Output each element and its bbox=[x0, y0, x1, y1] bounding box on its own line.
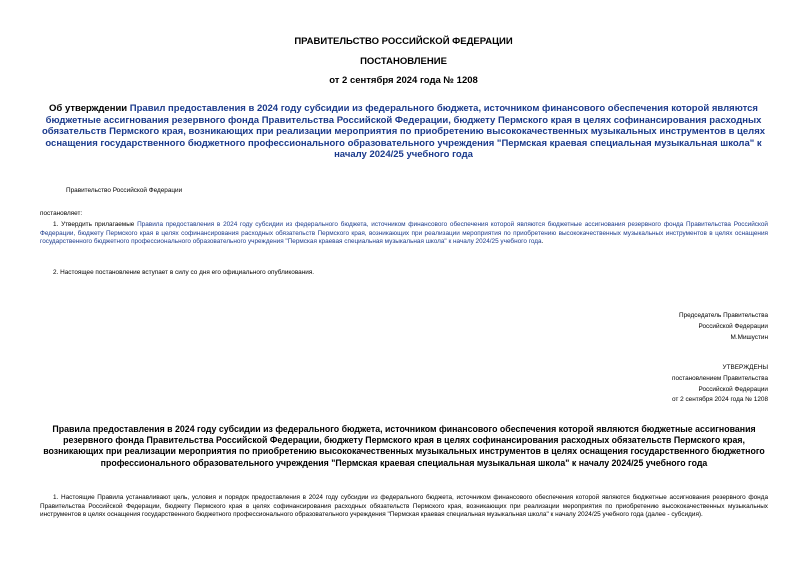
rules-title: Правила предоставления в 2024 году субсидии из федерального бюджета, источником финансового обеспечения которой являются бюджетные ассигнования резервного фонда Правительства Российской Федерации, бюджету Пермского края в целях софинансирования расходных обязательств Пермского края, возникающих при реализации мероприятия по приобретению высококачественных музыкальных инструментов в целях оснащения государственного бюджетного профессионального образовательного учреждения "Пермская краевая специальная музыкальная школа" к началу 2024/25 учебного года bbox=[43, 424, 765, 468]
decree-text: постановляет: bbox=[40, 210, 83, 217]
item1-suffix: . bbox=[541, 238, 544, 246]
doc-type-header: ПОСТАНОВЛЕНИЕ bbox=[360, 56, 447, 67]
date-number-header: от 2 сентября 2024 года № 1208 bbox=[329, 75, 478, 86]
decree-item-2: 2. Настоящее постановление вступает в силу со дня его официального опубликования. bbox=[53, 269, 315, 276]
signature-country: Российской Федерации bbox=[698, 323, 768, 330]
signature-name: М.Мишустин bbox=[730, 334, 768, 341]
approved-date: от 2 сентября 2024 года № 1208 bbox=[672, 396, 768, 403]
item1-rules-link[interactable]: Правила предоставления в 2024 году субсидии из федерального бюджета, источником финансового обеспечения которой являются бюджетные ассигнования резервного фонда Правительства Российской Федерации, бюджету Пермского края в целях софинансирования расходных обязательств Пермского края, возникающих при реализации мероприятия по приобретению высококачественных музыкальных инструментов в целях оснащения государственного бюджетного профессионального образовательного учреждения "Пермская краевая специальная музыкальная школа" к началу 2024/25 учебного года bbox=[40, 221, 768, 246]
government-header: ПРАВИТЕЛЬСТВО РОССИЙСКОЙ ФЕДЕРАЦИИ bbox=[294, 36, 513, 47]
signature-position: Председатель Правительства bbox=[679, 312, 768, 319]
approved-by: постановлением Правительства bbox=[672, 375, 768, 382]
approved-country: Российской Федерации bbox=[698, 386, 768, 393]
document-title bbox=[36, 103, 771, 161]
rules-item-1: 1. Настоящие Правила устанавливают цель, условия и порядок предоставления в 2024 году субсидии из федерального бюджета, источником финансового обеспечения которой являются бюджетные ассигнования резервного фонда Правительства Российской Федерации, бюджету Пермского края в целях софинансирования расходных обязательств Пермского края, возникающих при реализации мероприятия по приобретению высококачественных музыкальных инструментов в целях оснащения государственного бюджетного профессионального образовательного учреждения "Пермская краевая специальная музыкальная школа" к началу 2024/25 учебного года (далее - субсидия). bbox=[40, 494, 768, 519]
decree-item-1 bbox=[40, 221, 768, 247]
intro-text: Правительство Российской Федерации bbox=[66, 187, 183, 194]
title-rules-link[interactable]: Правил предоставления в 2024 году субсидии из федерального бюджета, источником финансового обеспечения которой являются бюджетные ассигнования резервного фонда Правительства Российской Федерации, бюджету Пермского края в целях софинансирования расходных обязательств Пермского края, возникающих при реализации мероприятия по приобретению высококачественных музыкальных инструментов в целях оснащения государственного бюджетного профессионального образовательного учреждения "Пермская краевая специальная музыкальная школа" к началу 2024/25 учебного года bbox=[41, 103, 766, 160]
title-prefix: Об утверждении bbox=[49, 103, 130, 114]
approved-label: УТВЕРЖДЕНЫ bbox=[722, 364, 768, 371]
item1-prefix: 1. Утвердить прилагаемые bbox=[53, 221, 138, 228]
